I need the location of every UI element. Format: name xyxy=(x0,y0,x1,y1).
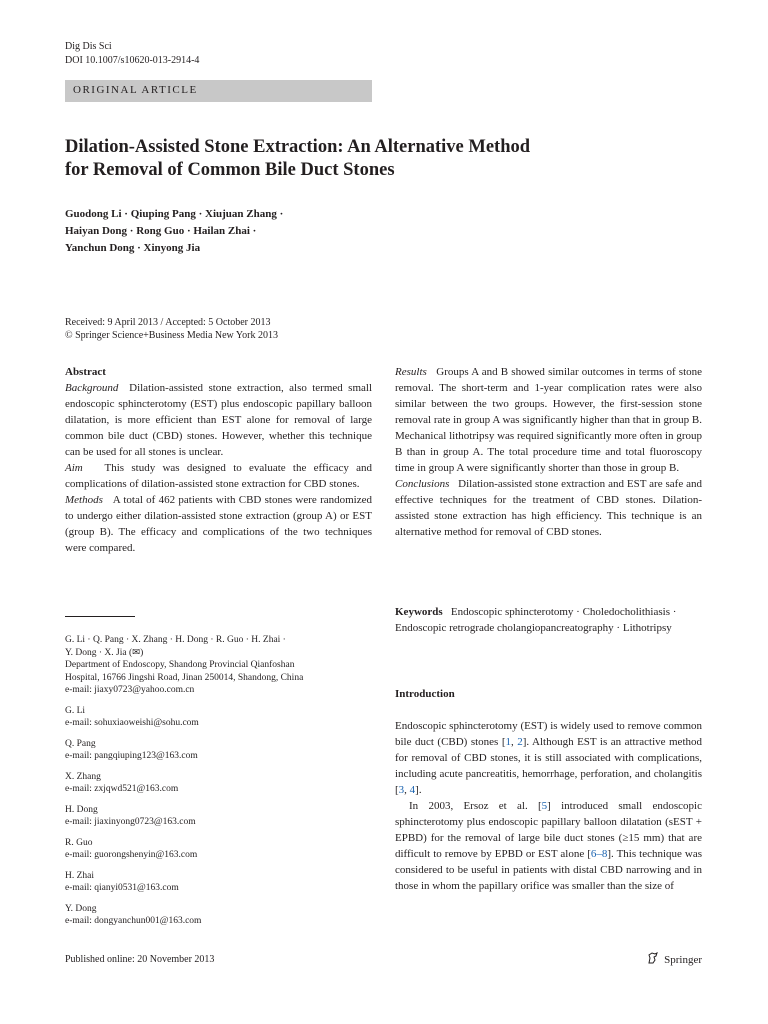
introduction-heading: Introduction xyxy=(395,688,455,700)
conclusions-label: Conclusions xyxy=(395,478,450,490)
author-contact-email[interactable]: e-mail: pangqiuping123@163.com xyxy=(65,751,198,761)
abstract-heading: Abstract xyxy=(65,366,106,378)
corresponding-email[interactable]: e-mail: jiaxy0723@yahoo.com.cn xyxy=(65,685,195,695)
article-type-band xyxy=(65,80,372,102)
publisher-name: Springer xyxy=(664,953,702,966)
article-dates xyxy=(65,316,278,342)
abstract-right-column xyxy=(395,364,702,540)
department-line-2: Hospital, 16766 Jingshi Road, Jinan 250014, Shandong, China xyxy=(65,672,304,683)
received-accepted: Received: 9 April 2013 / Accepted: 5 October 2013 xyxy=(65,317,271,328)
published-online: Published online: 20 November 2013 xyxy=(65,954,215,965)
keywords-text: Endoscopic sphincterotomy · Choledocholithiasis · Endoscopic retrograde cholangiopancreatography · Lithotripsy xyxy=(395,606,677,634)
citation-separator: , xyxy=(510,736,518,748)
background-text: Dilation-assisted stone extraction, also termed small endoscopic sphincterotomy (EST) plus endoscopic papillary balloon dilatation, is more efficient than EST alone for removal of large common bile duct (CBD) stones. However, whether this technique can be used for all stones is unclear. xyxy=(65,382,372,458)
author-contact-name: Y. Dong xyxy=(65,903,97,914)
affiliation-authors-line-2: Y. Dong · X. Jia (✉) xyxy=(65,647,144,658)
author-contact xyxy=(65,903,372,928)
introduction-body xyxy=(395,718,702,894)
citation-link[interactable]: 4 xyxy=(409,784,416,796)
author-contact-name: R. Guo xyxy=(65,837,93,848)
author-contact xyxy=(65,804,372,829)
abstract-results xyxy=(395,364,702,476)
author-contact-name: Q. Pang xyxy=(65,738,96,749)
author-contact-email[interactable]: e-mail: qianyi0531@163.com xyxy=(65,883,179,893)
conclusions-text: Dilation-assisted stone extraction and EST are safe and effective techniques for the treatment of CBD stones. Dilation-assisted stone extraction has high efficiency. This technique is an alternative method for removal of CBD stones. xyxy=(395,478,703,538)
author-contact xyxy=(65,705,372,730)
methods-label: Methods xyxy=(65,494,103,506)
results-text: Groups A and B showed similar outcomes in terms of stone removal. The short-term and 1-year complication rates were also similar between the two groups. However, the first-session stone removal rate in group A was significantly higher than that in group B. Mechanical lithotripsy was required significantly more often in group B than in group A. The total procedure time and total fluoroscopy time in group A were significantly shorter than those in group B. xyxy=(395,366,703,474)
abstract-background xyxy=(65,380,372,460)
abstract-left-column xyxy=(65,364,372,556)
author-contact xyxy=(65,771,372,796)
citation-link[interactable]: 3 xyxy=(398,784,405,796)
citation-link[interactable]: 6–8 xyxy=(590,848,608,860)
doi[interactable]: DOI 10.1007/s10620-013-2914-4 xyxy=(65,55,200,66)
authors-line-3: Yanchun Dong · Xinyong Jia xyxy=(65,242,201,254)
affiliations xyxy=(65,634,372,936)
aim-label: Aim xyxy=(65,462,83,474)
author-contact-email[interactable]: e-mail: dongyanchun001@163.com xyxy=(65,916,202,926)
journal-name: Dig Dis Sci xyxy=(65,41,112,52)
copyright: © Springer Science+Business Media New York 2013 xyxy=(65,330,278,341)
authors-line-1: Guodong Li · Qiuping Pang · Xiujuan Zhang · xyxy=(65,208,284,220)
author-contact-name: H. Zhai xyxy=(65,870,95,881)
intro-text: ]. Although EST is an attractive method for removal of CBD stones, it is still associated with complications, including acute pancreatitis, hemorrhage, perforation, and cholangitis [ xyxy=(395,736,702,796)
background-label: Background xyxy=(65,382,119,394)
affiliation-authors-line-1: G. Li · Q. Pang · X. Zhang · H. Dong · R. Guo · H. Zhai · xyxy=(65,635,286,645)
footnote-divider xyxy=(65,616,135,617)
department-line-1: Department of Endoscopy, Shandong Provincial Qianfoshan xyxy=(65,660,295,670)
citation-link[interactable]: 2 xyxy=(517,736,523,748)
intro-text: ]. xyxy=(415,784,422,796)
citation-link[interactable]: 5 xyxy=(541,800,548,812)
authors-line-2: Haiyan Dong · Rong Guo · Hailan Zhai · xyxy=(65,225,257,237)
title-line-1: Dilation-Assisted Stone Extraction: An Alternative Method xyxy=(65,137,531,157)
author-contact xyxy=(65,738,372,763)
keywords-label: Keywords xyxy=(395,606,443,618)
intro-paragraph-2 xyxy=(395,798,702,894)
springer-horse-icon xyxy=(646,951,660,968)
author-contact-name: X. Zhang xyxy=(65,771,101,782)
results-label: Results xyxy=(395,366,427,378)
article-type-label: ORIGINAL ARTICLE xyxy=(73,84,198,96)
author-list xyxy=(65,206,385,257)
publisher-logo xyxy=(646,951,702,968)
aim-text: This study was designed to evaluate the efficacy and complications of dilation-assisted stone extraction for CBD stones. xyxy=(65,462,372,490)
author-contact-name: G. Li xyxy=(65,705,86,716)
author-contact-email[interactable]: e-mail: zxjqwd521@163.com xyxy=(65,784,179,794)
paper-title xyxy=(65,136,685,182)
citation-separator: , xyxy=(404,784,410,796)
abstract-aim xyxy=(65,460,372,492)
affiliation-group xyxy=(65,634,372,697)
citation-link[interactable]: 1 xyxy=(505,736,511,748)
title-line-2: for Removal of Common Bile Duct Stones xyxy=(65,160,395,180)
author-contact xyxy=(65,837,372,862)
abstract-conclusions xyxy=(395,476,702,540)
intro-text: ] introduced small endoscopic sphincterotomy plus endoscopic papillary balloon dilatation (sEST + EPBD) for the removal of large bile duct stones (≥15 mm) that are difficult to remove by EPBD or EST alone [ xyxy=(395,800,702,860)
keywords xyxy=(395,604,702,636)
intro-paragraph-1 xyxy=(395,718,702,798)
author-contact-name: H. Dong xyxy=(65,804,98,815)
intro-text: Endoscopic sphincterotomy (EST) is widely used to remove common bile duct (CBD) stones [ xyxy=(395,720,702,748)
abstract-methods xyxy=(65,492,372,556)
methods-text: A total of 462 patients with CBD stones were randomized to undergo either dilation-assisted stone extraction (group A) or EST (group B). The efficacy and complications of the two techniques were compared. xyxy=(65,494,372,554)
intro-text: In 2003, Ersoz et al. [ xyxy=(409,800,542,812)
author-contact-email[interactable]: e-mail: sohuxiaoweishi@sohu.com xyxy=(65,718,199,728)
author-contact xyxy=(65,870,372,895)
author-contact-email[interactable]: e-mail: guorongshenyin@163.com xyxy=(65,850,198,860)
author-contact-email[interactable]: e-mail: jiaxinyong0723@163.com xyxy=(65,817,196,827)
intro-text: ]. This technique was considered to be useful in patients with distal CBD narrowing and in those in whom the papillary orifice was smaller than the size of xyxy=(395,848,702,892)
